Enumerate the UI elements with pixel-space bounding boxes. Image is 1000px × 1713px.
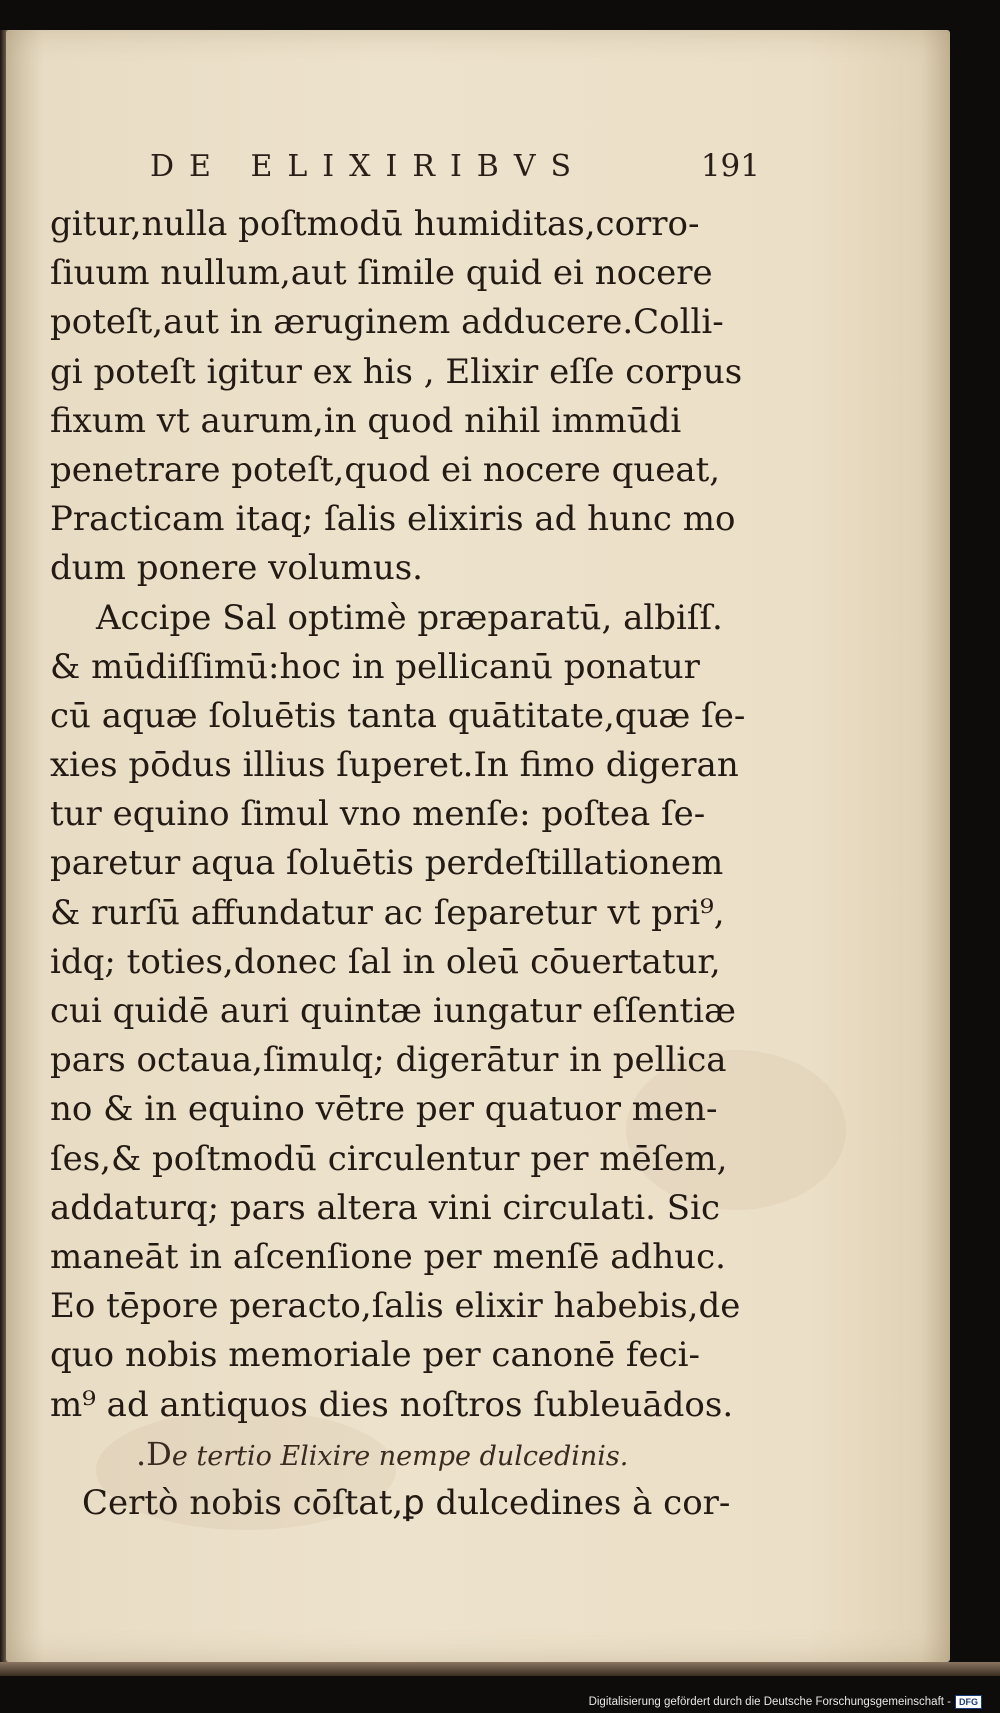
text-line: dum ponere volumus. [50,548,423,589]
text-line: ſiuum nullum,aut ſimile quid ei nocere [50,253,713,294]
running-title: DE ELIXIRIBVS [150,149,587,184]
text-line: Practicam itaq; ſalis elixiris ad hunc mo [50,499,736,540]
last-text-line: Certò nobis cōſtat,ꝑ dulcedines à cor- [82,1482,731,1523]
section-heading-initial: .D [136,1434,172,1473]
main-text [50,200,770,1528]
text-line: & mūdiſſimū:hoc in pellicanū ponatur [50,646,700,687]
text-line: paretur aqua ſoluētis perdeſtillationem [50,843,724,884]
text-line: Eo tēpore peracto,ſalis elixir habebis,de [50,1286,741,1327]
paragraph-first-line: Accipe Sal optimè præparatū, albiſſ. [96,597,723,638]
text-line: poteſt,aut in æruginem adducere.Colli- [50,302,724,343]
text-line: cui quidē auri quintæ iungatur eſſentiæ [50,991,736,1031]
text-line: maneāt in aſcenſione per menſē adhuc. [50,1236,726,1277]
credit-text: Digitalisierung gefördert durch die Deutsche Forschungsgemeinschaft - [588,1696,951,1708]
text-line: fixum vt aurum,in quod nihil immūdi [50,400,682,441]
text-line: pars octaua,ſimulq; digerātur in pellica [50,1040,727,1081]
text-line: ſes,& poſtmodū circulentur per mēſem, [50,1138,728,1179]
running-head [150,148,760,184]
text-line: xies pōdus illius ſuperet.In fimo digeran [50,745,739,786]
section-heading [50,1430,770,1479]
text-line: addaturq; pars altera vini circulati. Sic [50,1187,720,1228]
text-line: idq; toties,donec ſal in oleū cōuertatur, [50,941,721,982]
text-line: gitur,nulla poſtmodū humiditas,corro- [50,204,700,244]
section-heading-text: e tertio Elixire nempe dulcedinis. [171,1440,629,1472]
text-line: & rurſū affundatur ac ſeparetur vt pri⁹, [50,892,725,933]
text-line: quo nobis memoriale per canonē feci- [50,1335,701,1376]
text-line: cū aquæ ſoluētis tanta quātitate,quæ ſe- [50,695,746,736]
digitization-credit [589,1695,982,1709]
text-line: penetrare poteſt,quod ei nocere queat, [50,449,721,490]
dfg-logo: DFG [955,1695,982,1709]
text-line: tur equino ſimul vno menſe: poſtea ſe- [50,794,706,835]
text-line: gi poteſt igitur ex his , Elixir eſſe corpus [50,351,743,392]
page-bottom-edge [0,1662,1000,1676]
text-line: no & in equino vētre per quatuor men- [50,1089,718,1130]
text-line: m⁹ ad antiquos dies noſtros ſubleuādos. [50,1384,734,1425]
page-number: 191 [700,148,760,184]
